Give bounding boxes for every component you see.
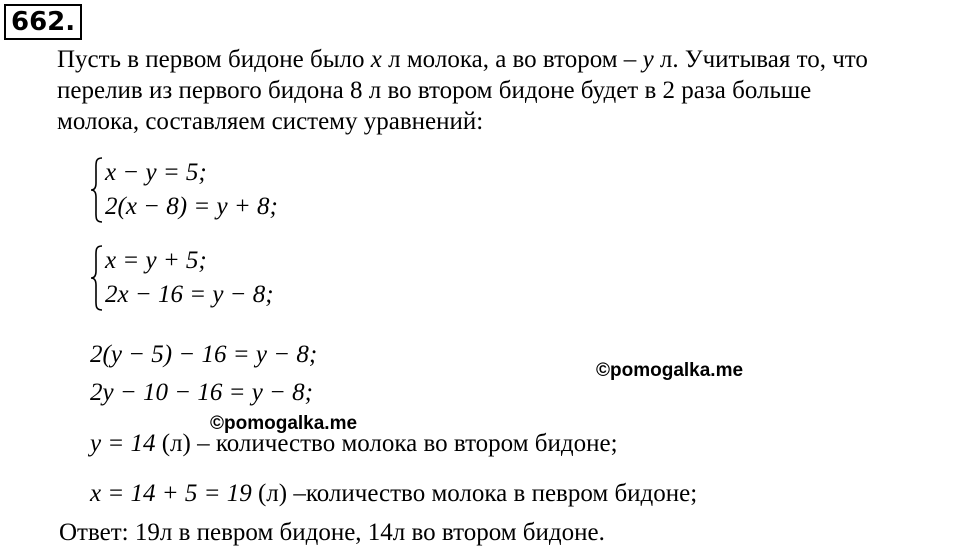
problem-number: 662. [4, 4, 82, 40]
step-text: (л) – количество молока во втором бидоне; [155, 430, 618, 457]
step-text: (л) –количество молока в певром бидоне; [251, 480, 698, 507]
watermark: ©pomogalka.me [210, 413, 358, 434]
step-expression: 2(y − 5) − 16 = y − 8; [90, 341, 318, 368]
variable-x: x [370, 46, 382, 73]
system-1-equation-1: x − y = 5; [105, 159, 207, 186]
statement-text: Пусть в первом бидоне было [57, 46, 371, 73]
solution-step-4 [90, 478, 697, 509]
system-1-equation-2: 2(x − 8) = y + 8; [105, 193, 278, 220]
step-expression: y = 14 [90, 430, 156, 457]
solution-step-2 [90, 377, 313, 408]
statement-line-2: перелив из первого бидона 8 л во втором бидоне будет в 2 раза больше [57, 77, 812, 104]
watermark: ©pomogalka.me [596, 360, 744, 381]
curly-brace-icon [90, 157, 104, 223]
curly-brace-icon [90, 245, 104, 311]
step-expression: 2y − 10 − 16 = y − 8; [90, 379, 313, 406]
step-expression: x = 14 + 5 = 19 [90, 480, 252, 507]
problem-statement [57, 44, 957, 137]
statement-line-3: молока, составляем систему уравнений: [57, 108, 484, 135]
variable-y: y [642, 46, 654, 73]
system-2-equation-2: 2x − 16 = y − 8; [105, 281, 274, 308]
system-2-equation-1: x = y + 5; [105, 247, 207, 274]
answer: Ответ: 19л в певром бидоне, 14л во втором бидоне. [59, 519, 605, 546]
statement-line-1 [57, 44, 957, 75]
solution-step-1 [90, 339, 317, 370]
statement-text: л молока, а во втором – [381, 46, 643, 73]
statement-text: л. Учитывая то, что [653, 46, 868, 73]
